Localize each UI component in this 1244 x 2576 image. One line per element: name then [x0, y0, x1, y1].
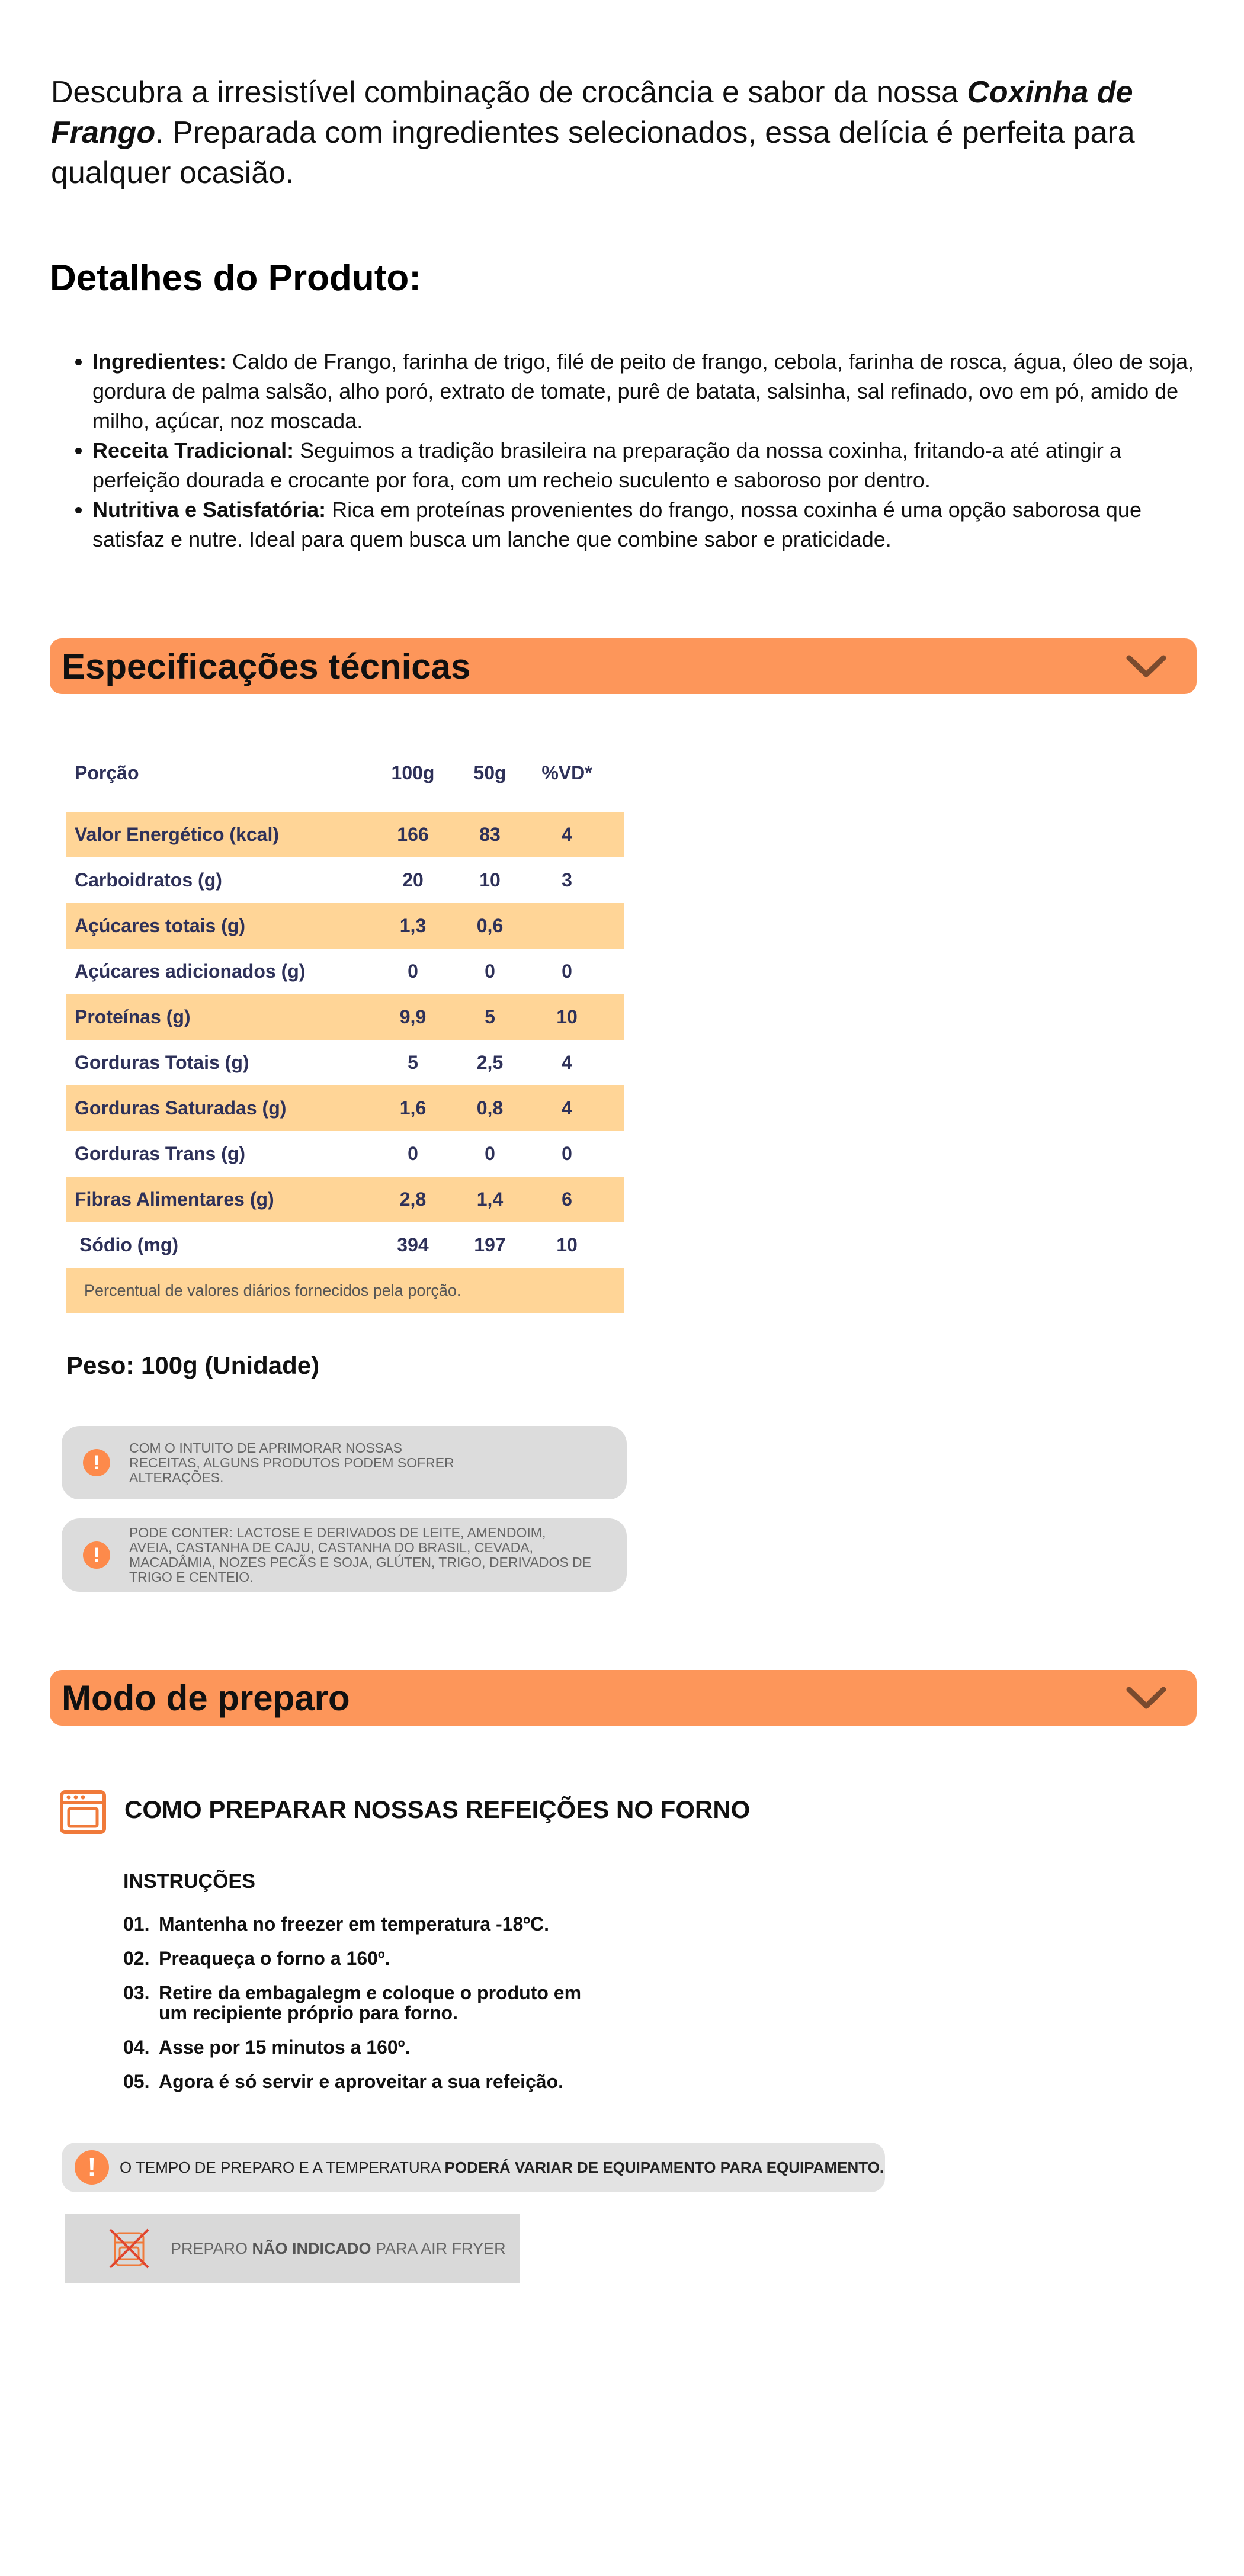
nutrition-table [66, 749, 624, 1313]
details-title: Detalhes do Produto: [50, 258, 421, 298]
details-list [51, 347, 1206, 554]
table-row: Gorduras Totais (g) 5 2,5 4 [75, 1052, 572, 1073]
no-airfryer-icon [104, 2224, 154, 2273]
recipe-change-notice: ! COM O INTUITO DE APRIMORAR NOSSAS RECEITAS, ALGUNS PRODUTOS PODEM SOFRER ALTERAÇÕES. [62, 1426, 627, 1499]
oven-instructions-title: COMO PREPARAR NOSSAS REFEIÇÕES NO FORNO [124, 1796, 751, 1823]
table-row: Açúcares adicionados (g) 0 0 0 [75, 961, 572, 982]
intro-text: Descubra a irresistível combinação de crocância e sabor da nossa [51, 75, 967, 110]
table-row: Valor Energético (kcal) 166 83 4 [66, 812, 624, 857]
list-item: • Ingredientes: Caldo de Frango, farinha de trigo, filé de peito de frango, cebola, farinha de rosca, água, óleo de soja, gordura de palma salsão, alho poró, extrato de tomate, purê de batata, salsinha, sal refinado, ovo em pó, amido de milho, açúcar, noz moscada. [92, 347, 1206, 436]
specs-accordion-header[interactable] [50, 638, 1197, 694]
list-item: • Nutritiva e Satisfatória: Rica em proteínas provenientes do frango, nossa coxinha é uma opção saborosa que satisfaz e nutre. Ideal para quem busca um lanche que combine sabor e praticidade. [92, 495, 1206, 554]
table-row: Sódio (mg) 394 197 10 [79, 1234, 578, 1255]
alert-icon: ! [83, 1541, 110, 1569]
product-weight: Peso: 100g (Unidade) [66, 1351, 320, 1379]
airfryer-notice: PREPARO NÃO INDICADO PARA AIR FRYER [65, 2214, 520, 2283]
table-row: Gorduras Trans (g) 0 0 0 [75, 1143, 572, 1164]
table-row: Açúcares totais (g) 1,3 0,6 [66, 903, 624, 949]
table-row: Gorduras Saturadas (g) 1,6 0,8 4 [66, 1085, 624, 1131]
alert-icon: ! [83, 1449, 110, 1476]
chevron-down-icon[interactable] [1126, 1685, 1167, 1711]
prep-time-warning: ! O TEMPO DE PREPARO E A TEMPERATURA PODERÁ VARIAR DE EQUIPAMENTO PARA EQUIPAMENTO. [62, 2143, 885, 2192]
list-item: 02. Preaqueça o forno a 160º. [123, 1948, 390, 1969]
list-item: 05. Agora é só servir e aproveitar a sua refeição. [123, 2071, 563, 2092]
list-item: 03. Retire da embagalegm e coloque o produto em um recipiente próprio para forno. [123, 1982, 582, 2023]
table-row: Carboidratos (g) 20 10 3 [75, 869, 572, 891]
alert-icon: ! [75, 2150, 109, 2185]
chevron-down-icon[interactable] [1126, 653, 1167, 679]
table-header: Porção 100g 50g %VD* [75, 762, 592, 783]
table-footnote: Percentual de valores diários fornecidos pela porção. [66, 1268, 624, 1313]
instruction-steps [123, 1914, 656, 2106]
intro-text-end: . Preparada com ingredientes selecionados, essa delícia é perfeita para qualquer ocasião. [51, 115, 1135, 190]
oven-icon [59, 1788, 107, 1836]
allergen-notice: ! PODE CONTER: LACTOSE E DERIVADOS DE LEITE, AMENDOIM, AVEIA, CASTANHA DE CAJU, CASTANHA DO BRASIL, CEVADA, MACADÂMIA, NOZES PECÃS E SOJA, GLÚTEN, TRIGO, DERIVADOS DE TRIGO E CENTEIO. [62, 1518, 627, 1592]
list-item: 01. Mantenha no freezer em temperatura -18ºC. [123, 1913, 549, 1935]
product-name: Coxinha de Frango [51, 75, 1133, 150]
list-item: 04. Asse por 15 minutos a 160º. [123, 2037, 411, 2058]
table-row: Proteínas (g) 9,9 5 10 [66, 994, 624, 1040]
specs-title: Especificações técnicas [62, 646, 471, 686]
product-intro [51, 72, 1194, 193]
table-row: Fibras Alimentares (g) 2,8 1,4 6 [66, 1177, 624, 1222]
instructions-title: INSTRUÇÕES [123, 1870, 255, 1893]
preparo-accordion-header[interactable] [50, 1670, 1197, 1726]
preparo-title: Modo de preparo [62, 1678, 350, 1718]
list-item: • Receita Tradicional: Seguimos a tradição brasileira na preparação da nossa coxinha, fritando-a até atingir a perfeição dourada e crocante por fora, com um recheio suculento e saboroso por dentro. [92, 436, 1206, 495]
